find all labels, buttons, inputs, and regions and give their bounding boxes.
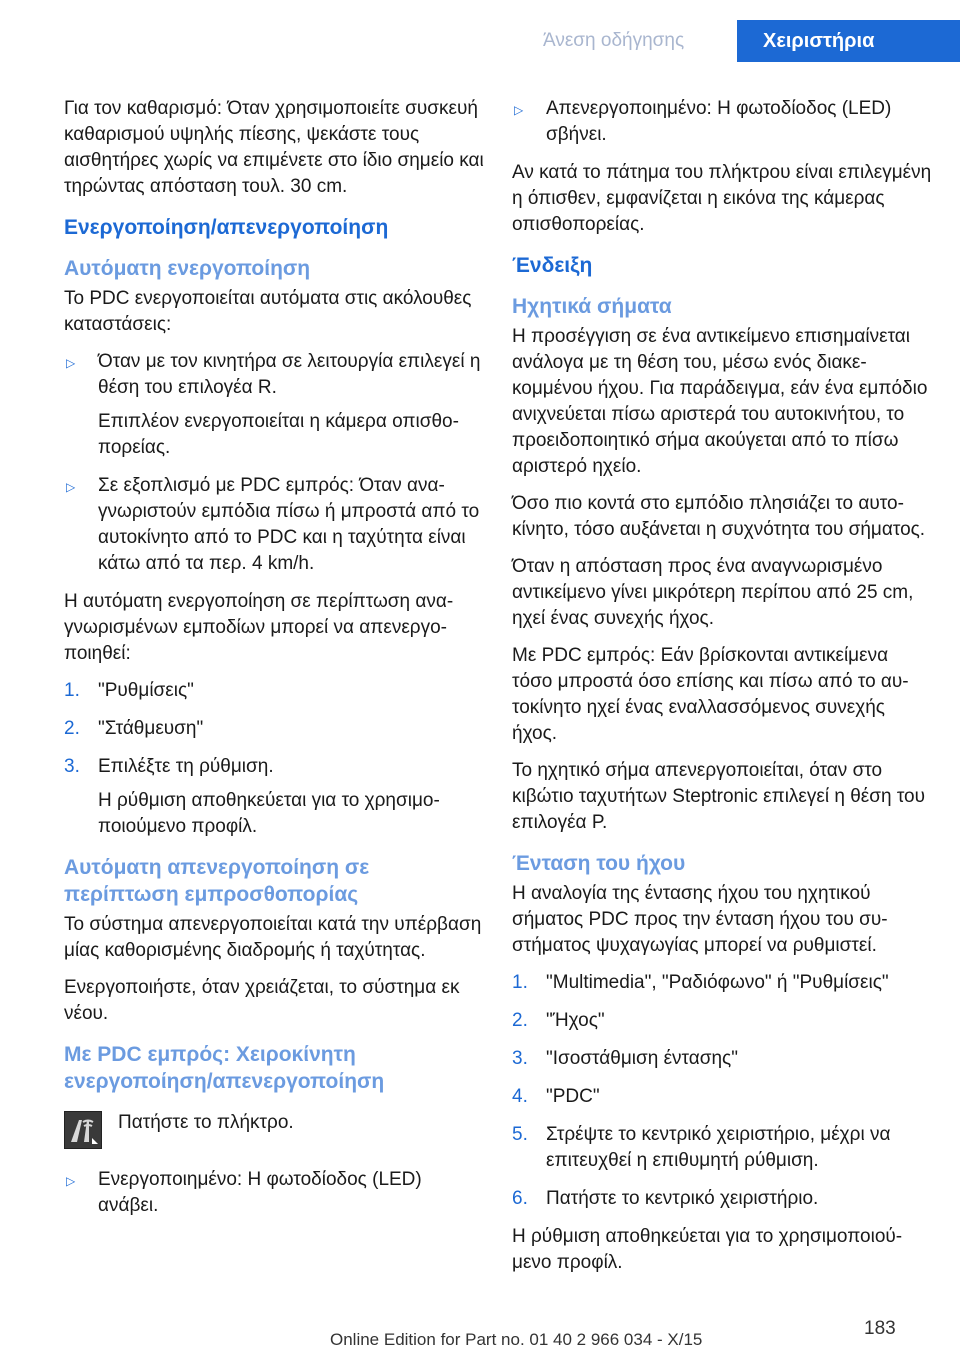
- triangle-right-icon: ▷: [66, 480, 76, 494]
- page-header: [0, 0, 960, 62]
- heading-activation: Ενεργοποίηση/απενεργοποίηση: [64, 216, 389, 239]
- heading-acoustic: Ηχητικά σήματα: [512, 295, 672, 318]
- cleaning-note: Για τον καθαρισμό: Όταν χρησιμοποιείτε συσκευή καθαρισμού υψηλής πίεσης, ψεκάστε τους αισθητήρες χωρίς να επιμένετε στο ίδιο σημείο και τηρώντας απόσταση τουλ. 30 cm.: [64, 98, 484, 197]
- auto-activation-text: Το PDC ενεργοποιείται αυτόματα στις ακόλουθες καταστάσεις:: [64, 288, 472, 335]
- manual-list-cont: [512, 96, 932, 148]
- steps-list: [64, 678, 484, 840]
- acoustic-p3: Όταν η απόσταση προς ένα αναγνωρισμένο αντικείμενο γίνει μικρότερη περίπου από 25 cm, ηχεί ένας συνεχής ήχος.: [512, 556, 914, 629]
- list-item: ▷ Απενεργοποιημένο: Η φωτοδίοδος (LED) σβήνει.: [514, 98, 892, 145]
- list-item: ▷ Ενεργοποιημένο: Η φωτοδίοδος (LED) ανάβει.: [66, 1169, 422, 1216]
- heading-display: Ένδειξη: [512, 254, 593, 277]
- list-item: ▷ Όταν με τον κινητήρα σε λειτουργία επιλεγεί η θέση του επιλογέα R. Επιπλέον ενεργοποιείται η κάμερα οπισθοπορείας.: [66, 351, 481, 458]
- heading-auto-deactivation: Αυτόματη απενεργοποίηση σε περίπτωση εμπροσθοπορίας: [64, 856, 370, 906]
- page-number: 183: [864, 1318, 896, 1339]
- heading-auto-activation: Αυτόματη ενεργοποίηση: [64, 257, 311, 280]
- volume-text: Η αναλογία της έντασης ήχου του ηχητικού σήματος PDC προς την ένταση ήχου του συστήματος ψυχαγωγίας μπορεί να ρυθμιστεί.: [512, 883, 888, 956]
- right-column: [512, 96, 932, 1287]
- list-item: 4. "PDC": [512, 1086, 600, 1107]
- list-item: 1. "Ρυθμίσεις": [64, 680, 194, 701]
- list-item: ▷ Σε εξοπλισμό με PDC εμπρός: Όταν αναγνωριστούν εμπόδια πίσω ή μπροστά από το αυτοκίνητο από το PDC και η ταχύτητα είναι κάτω από τα περ. 4 km/h.: [66, 475, 480, 574]
- edition-footer: Online Edition for Part no. 01 40 2 966 034 - X/15: [330, 1330, 703, 1349]
- pdc-button-icon: [64, 1111, 102, 1149]
- auto-deactivation-text: Το σύστημα απενεργοποιείται κατά την υπέρβαση μίας καθορισμένης διαδρομής ή ταχύτητας.: [64, 914, 482, 961]
- press-button-text: Πατήστε το πλήκτρο.: [118, 1112, 294, 1133]
- final-text: Η ρύθμιση αποθηκεύεται για το χρησιμοποιούμενο προφίλ.: [512, 1226, 903, 1273]
- volume-steps: [512, 970, 932, 1212]
- reverse-camera-text: Αν κατά το πάτημα του πλήκτρου είναι επιλεγμένη η όπισθεν, εμφανίζεται η εικόνα της κάμερας οπισθοπορείας.: [512, 162, 932, 235]
- acoustic-p4: Με PDC εμπρός: Εάν βρίσκονται αντικείμενα τόσο μπροστά όσο επίσης και πίσω από το αυτοκίνητο ηχεί ένας εναλλασσόμενος συνεχής ήχος.: [512, 645, 909, 744]
- acoustic-p1: Η προσέγγιση σε ένα αντικείμενο επισημαίνεται ανάλογα με τη θέση του, μέσω ενός διακεκομμένου ήχου. Για παράδειγμα, εάν ένα εμπόδιο ανιχνεύεται πίσω αριστερά του αυτοκινήτου, το προειδοποιητικό σήμα ακούγεται από το πίσω αριστερό ηχείο.: [512, 326, 928, 477]
- list-item: 5. Στρέψτε το κεντρικό χειριστήριο, μέχρι να επιτευχθεί η επιθυμητή ρύθμιση.: [512, 1124, 891, 1171]
- left-column: [64, 96, 484, 1231]
- triangle-right-icon: ▷: [514, 103, 524, 117]
- list-item: 6. Πατήστε το κεντρικό χειριστήριο.: [512, 1188, 819, 1209]
- list-item: 3. "Ισοστάθμιση έντασης": [512, 1048, 738, 1069]
- reactivate-text: Ενεργοποιήστε, όταν χρειάζεται, το σύστημα εκ νέου.: [64, 977, 460, 1024]
- chapter-tab[interactable]: Χειριστήρια: [737, 20, 960, 62]
- manual-list: [64, 1167, 484, 1219]
- list-item: 2. "Στάθμευση": [64, 718, 204, 739]
- list-item: 3. Επιλέξτε τη ρύθμιση. Η ρύθμιση αποθηκεύεται για το χρησιμοποιούμενο προφίλ.: [64, 756, 440, 837]
- triangle-right-icon: ▷: [66, 356, 76, 370]
- list-item: 2. "Ήχος": [512, 1010, 605, 1031]
- heading-volume: Ένταση του ήχου: [512, 852, 686, 875]
- triangle-right-icon: ▷: [66, 1174, 76, 1188]
- heading-manual: Με PDC εμπρός: Χειροκίνητη ενεργοποίηση/απενεργοποίηση: [64, 1043, 385, 1093]
- auto-activation-list: [64, 349, 484, 577]
- acoustic-p2: Όσο πιο κοντά στο εμπόδιο πλησιάζει το αυτοκίνητο, τόσο αυξάνεται η συχνότητα του σήματος.: [512, 493, 926, 540]
- press-button-row: [64, 1111, 484, 1149]
- acoustic-p5: Το ηχητικό σήμα απενεργοποιείται, όταν στο κιβώτιο ταχυτήτων Steptronic επιλεγεί η θέση του επιλογέα P.: [512, 760, 926, 833]
- section-tab[interactable]: Άνεση οδήγησης: [543, 30, 685, 51]
- list-item: 1. "Multimedia", "Ραδιόφωνο" ή "Ρυθμίσεις": [512, 972, 889, 993]
- deactivation-note: Η αυτόματη ενεργοποίηση σε περίπτωση αναγνωρισμένων εμποδίων μπορεί να απενεργοποιηθεί:: [64, 591, 454, 664]
